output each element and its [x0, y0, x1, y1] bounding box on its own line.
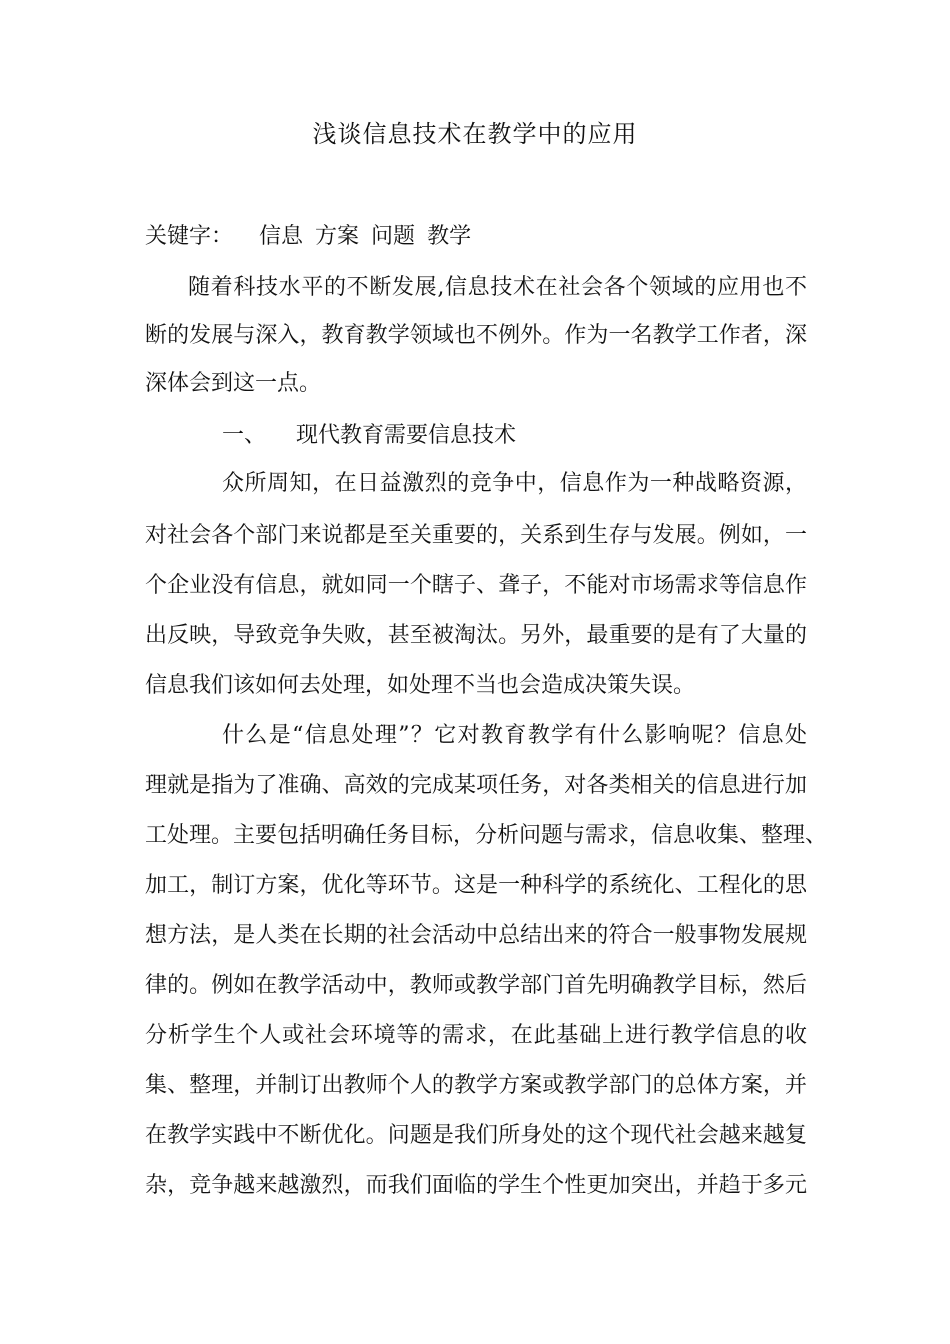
section-heading-text: 现代教育需要信息技术: [296, 423, 517, 448]
keywords-line: [145, 217, 483, 257]
paragraph-line: 在教学实践中不断优化。问题是我们所身处的这个现代社会越来越复: [145, 1123, 807, 1148]
keywords-label: 关键字：: [145, 224, 234, 249]
paragraph-line: 想方法，是人类在长期的社会活动中总结出来的符合一般事物发展规: [145, 923, 807, 948]
paragraph-line: 出反映，导致竞争失败，甚至被淘汰。另外，最重要的是有了大量的: [145, 623, 807, 648]
paragraph-line: 什么是“信息处理”？它对教育教学有什么影响呢？信息处: [222, 723, 807, 748]
paragraph-line: 个企业没有信息，就如同一个瞎子、聋子，不能对市场需求等信息作: [145, 573, 807, 598]
paragraph-line: 杂，竞争越来越激烈，而我们面临的学生个性更加突出，并趋于多元: [145, 1173, 807, 1198]
paragraph-line: 分析学生个人或社会环境等的需求，在此基础上进行教学信息的收: [145, 1023, 807, 1048]
keyword: 方案: [315, 224, 360, 249]
intro-line: 断的发展与深入，教育教学领域也不例外。作为一名教学工作者，深: [145, 323, 807, 348]
paragraph-line: 律的。例如在教学活动中，教师或教学部门首先明确教学目标，然后: [145, 973, 807, 998]
intro-line: 随着科技水平的不断发展,信息技术在社会各个领域的应用也不: [188, 275, 807, 300]
document-title: 浅谈信息技术在教学中的应用: [312, 120, 638, 148]
keyword: 教学: [427, 224, 472, 249]
paragraph-line: 加工，制订方案，优化等环节。这是一种科学的系统化、工程化的思: [145, 873, 807, 898]
keyword: 信息: [259, 224, 304, 249]
section-heading: [222, 416, 516, 456]
keyword: 问题: [371, 224, 416, 249]
paragraph-line: 众所周知，在日益激烈的竞争中，信息作为一种战略资源，: [222, 471, 807, 496]
section-number: 一、: [222, 423, 267, 448]
paragraph-line: 工处理。主要包括明确任务目标，分析问题与需求，信息收集、整理、: [145, 823, 828, 848]
paragraph-line: 对社会各个部门来说都是至关重要的，关系到生存与发展。例如，一: [145, 523, 807, 548]
paragraph-line: 理就是指为了准确、高效的完成某项任务，对各类相关的信息进行加: [145, 773, 807, 798]
paragraph-line: 集、整理，并制订出教师个人的教学方案或教学部门的总体方案，并: [145, 1073, 807, 1098]
paragraph-line: 信息我们该如何去处理，如处理不当也会造成决策失误。: [145, 673, 696, 698]
intro-line: 深体会到这一点。: [145, 371, 322, 396]
